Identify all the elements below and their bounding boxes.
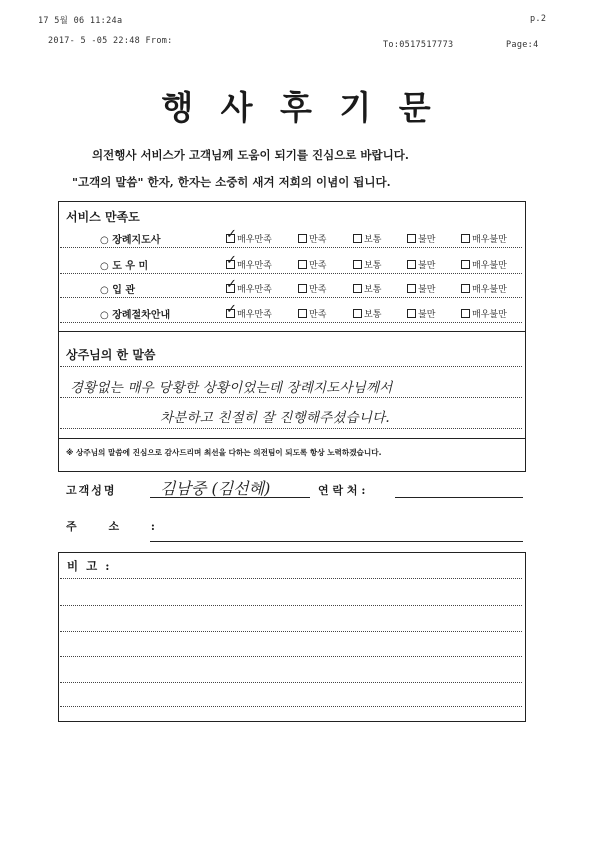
- comment-handwriting-line-1: 경황없는 매우 당황한 상황이었는데 장례지도사님께서: [70, 380, 393, 396]
- intro-line-1: 의전행사 서비스가 고객님께 도움이 되기를 진심으로 바랍니다.: [92, 148, 409, 162]
- satisfaction-option[interactable]: [407, 282, 435, 295]
- satisfaction-option-label: 매우불만: [472, 261, 507, 271]
- contact-underline: [395, 497, 523, 498]
- satisfaction-option-label: 만족: [309, 310, 327, 320]
- address-underline: [150, 541, 523, 542]
- comment-handwriting-line-2: 차분하고 친절히 잘 진행해주셨습니다.: [160, 410, 390, 426]
- checkbox-icon[interactable]: [353, 234, 362, 243]
- satisfaction-option[interactable]: [407, 307, 435, 320]
- satisfaction-option[interactable]: [353, 307, 381, 320]
- comments-rule-3: [60, 428, 522, 429]
- check-mark-icon: ✓: [226, 227, 237, 242]
- satisfaction-heading: 서비스 만족도: [66, 210, 140, 224]
- form-bottom-border: [58, 471, 526, 472]
- checked-box-icon[interactable]: [226, 277, 237, 293]
- satisfaction-bottom-border: [58, 331, 526, 332]
- satisfaction-option[interactable]: [298, 258, 326, 271]
- satisfaction-option[interactable]: [298, 282, 326, 295]
- checkbox-icon[interactable]: [461, 234, 470, 243]
- satisfaction-option[interactable]: [353, 232, 381, 245]
- remarks-rule: [60, 578, 522, 579]
- satisfaction-row-label: ○ 장례지도사: [100, 235, 161, 246]
- satisfaction-row-label: ○ 입 관: [100, 285, 136, 296]
- satisfaction-option[interactable]: [353, 282, 381, 295]
- satisfaction-option-label: 매우만족: [237, 310, 272, 320]
- satisfaction-option-label: 보통: [364, 261, 382, 271]
- satisfaction-option-label: 불만: [418, 235, 436, 245]
- checked-box-icon[interactable]: [226, 227, 237, 243]
- remarks-rule: [60, 706, 522, 707]
- checkbox-icon[interactable]: [461, 260, 470, 269]
- checkbox-icon[interactable]: [461, 284, 470, 293]
- checkbox-icon[interactable]: [298, 309, 307, 318]
- satisfaction-option[interactable]: [353, 258, 381, 271]
- satisfaction-option[interactable]: [407, 258, 435, 271]
- contact-label: 연 락 처 :: [318, 484, 366, 497]
- satisfaction-option-label: 매우불만: [472, 235, 507, 245]
- satisfaction-option[interactable]: [226, 302, 272, 320]
- check-mark-icon: ✓: [226, 253, 237, 268]
- comments-heading: 상주님의 한 말씀: [66, 348, 156, 362]
- checkbox-icon[interactable]: [353, 260, 362, 269]
- checkbox-icon[interactable]: [298, 234, 307, 243]
- satisfaction-option-label: 보통: [364, 235, 382, 245]
- satisfaction-option[interactable]: [226, 227, 272, 245]
- satisfaction-option-label: 매우불만: [472, 310, 507, 320]
- checkbox-icon[interactable]: [461, 309, 470, 318]
- remarks-rule: [60, 656, 522, 657]
- form-left-border: [58, 201, 59, 472]
- check-mark-icon: ✓: [226, 277, 237, 292]
- satisfaction-row-label: ○ 장례절차안내: [100, 310, 171, 321]
- address-label: 주 소 :: [66, 520, 169, 533]
- check-mark-icon: ✓: [226, 302, 237, 317]
- satisfaction-option[interactable]: [461, 307, 507, 320]
- checkbox-icon[interactable]: [298, 260, 307, 269]
- checkbox-icon[interactable]: [353, 309, 362, 318]
- satisfaction-option-label: 매우만족: [237, 235, 272, 245]
- remarks-rule: [60, 631, 522, 632]
- satisfaction-option-label: 불만: [418, 310, 436, 320]
- satisfaction-option-label: 보통: [364, 310, 382, 320]
- remarks-rule: [60, 605, 522, 606]
- fax-timestamp-top: 17 5월 06 11:24a: [38, 16, 123, 26]
- satisfaction-row-rule: [60, 247, 522, 248]
- comments-rule-2: [60, 397, 522, 398]
- satisfaction-option-label: 만족: [309, 285, 327, 295]
- satisfaction-option[interactable]: [461, 258, 507, 271]
- satisfaction-option-label: 만족: [309, 261, 327, 271]
- satisfaction-option[interactable]: [461, 232, 507, 245]
- fax-page-top: p.2: [530, 14, 547, 24]
- satisfaction-option[interactable]: [298, 232, 326, 245]
- satisfaction-option-label: 보통: [364, 285, 382, 295]
- form-right-border: [525, 201, 526, 472]
- fax-to-number: To:0517517773: [383, 40, 454, 50]
- fax-page-count: Page:4: [506, 40, 539, 50]
- satisfaction-option[interactable]: [407, 232, 435, 245]
- satisfaction-option-label: 불만: [418, 285, 436, 295]
- satisfaction-option[interactable]: [298, 307, 326, 320]
- checked-box-icon[interactable]: [226, 302, 237, 318]
- comments-footer-note: ※ 상주님의 말씀에 진심으로 감사드리며 최선을 다하는 의전팀이 되도록 항상 노력하겠습니다.: [66, 448, 382, 457]
- comments-footer-top: [58, 438, 526, 439]
- customer-name-value: 김남중 (김선혜): [160, 479, 271, 498]
- checkbox-icon[interactable]: [407, 234, 416, 243]
- satisfaction-option-label: 불만: [418, 261, 436, 271]
- intro-line-2: "고객의 말씀" 한자, 한자는 소중히 새겨 저희의 이념이 됩니다.: [72, 175, 391, 189]
- remarks-rule: [60, 682, 522, 683]
- satisfaction-row-rule: [60, 297, 522, 298]
- satisfaction-option-label: 매우만족: [237, 261, 272, 271]
- customer-name-underline: [150, 497, 310, 498]
- checkbox-icon[interactable]: [407, 260, 416, 269]
- remarks-label: 비 고 :: [67, 559, 112, 573]
- checked-box-icon[interactable]: [226, 253, 237, 269]
- form-top-border: [58, 201, 526, 202]
- checkbox-icon[interactable]: [407, 284, 416, 293]
- page-title: 행 사 후 기 문: [161, 88, 439, 127]
- satisfaction-option-label: 만족: [309, 235, 327, 245]
- satisfaction-option[interactable]: [226, 253, 272, 271]
- satisfaction-row-rule: [60, 273, 522, 274]
- customer-name-label: 고객성명: [66, 484, 117, 497]
- satisfaction-option-label: 매우만족: [237, 285, 272, 295]
- checkbox-icon[interactable]: [407, 309, 416, 318]
- fax-from-line: 2017- 5 -05 22:48 From:: [48, 36, 173, 46]
- satisfaction-row-label: ○ 도 우 미: [100, 261, 149, 272]
- satisfaction-row-rule: [60, 322, 522, 323]
- satisfaction-option-label: 매우불만: [472, 285, 507, 295]
- checkbox-icon[interactable]: [353, 284, 362, 293]
- satisfaction-option[interactable]: [226, 277, 272, 295]
- comments-rule-1: [60, 366, 522, 367]
- checkbox-icon[interactable]: [298, 284, 307, 293]
- satisfaction-option[interactable]: [461, 282, 507, 295]
